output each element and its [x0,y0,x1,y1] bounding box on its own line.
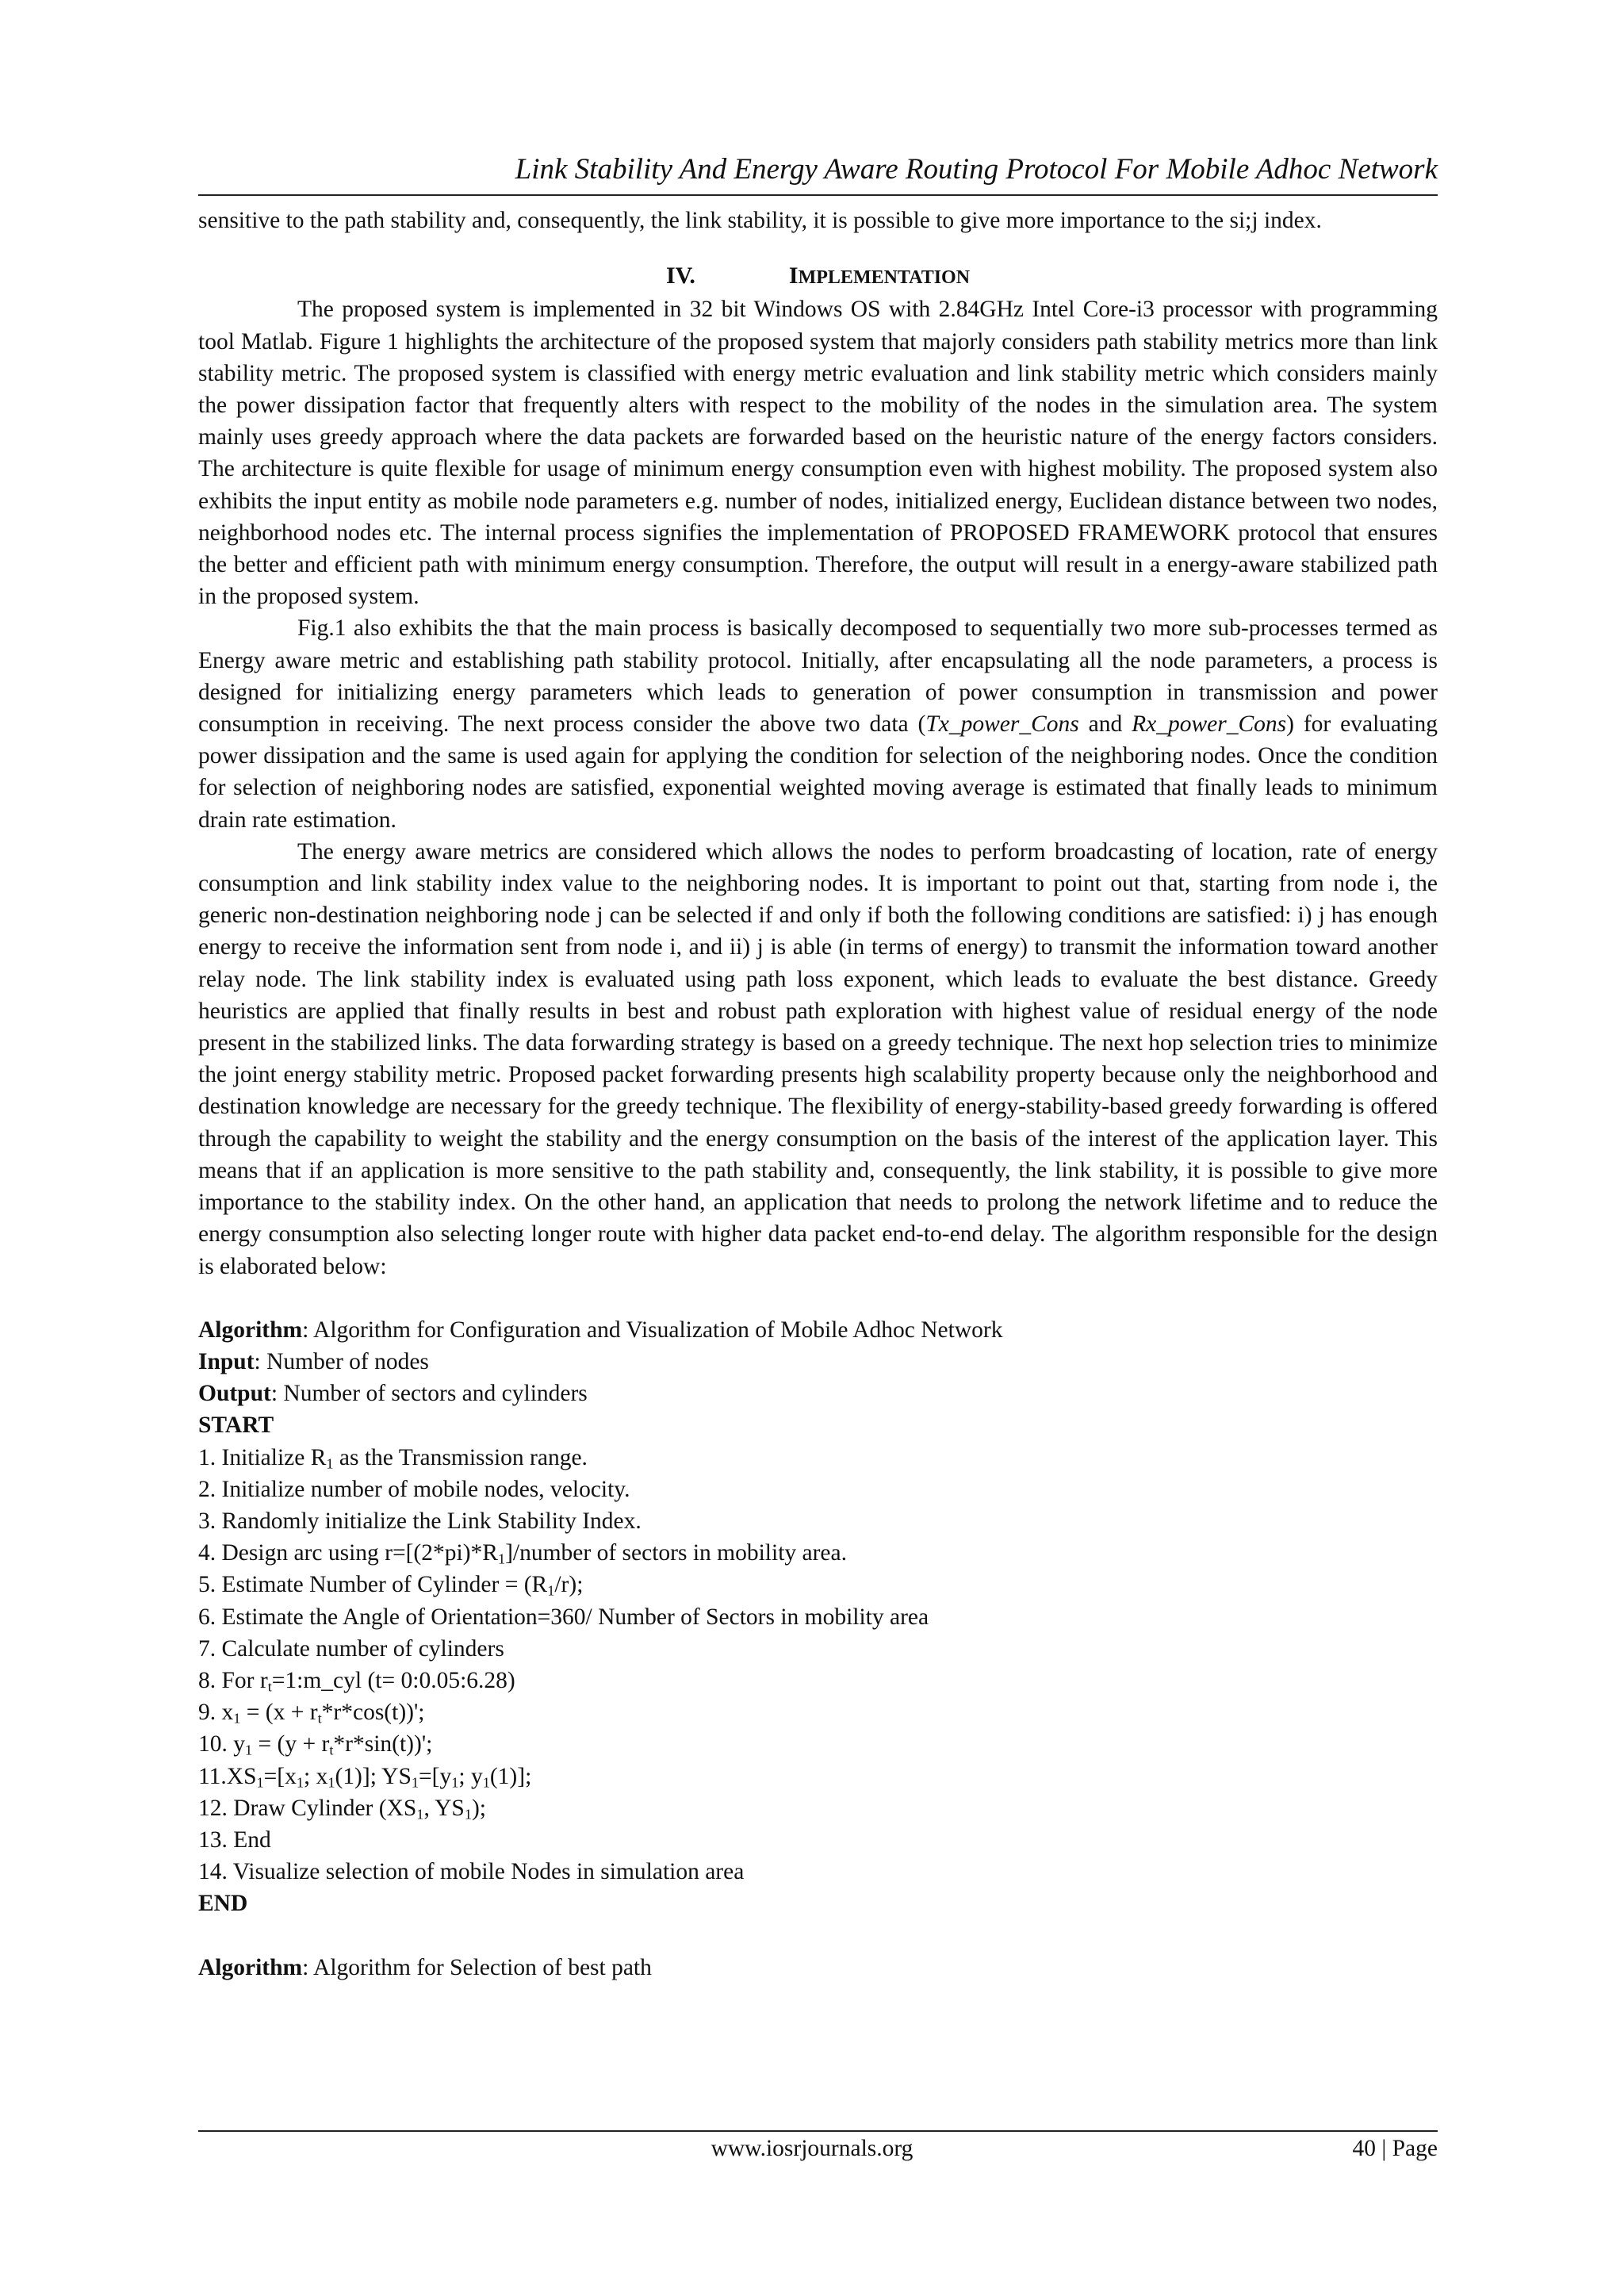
input-label: Input [198,1348,255,1374]
footer-page-number: 40 | Page [1352,2136,1438,2161]
footer-website: www.iosrjournals.org [710,2136,914,2161]
step-text: 1. Initialize R [198,1444,327,1470]
step-subscript: t [267,1678,272,1695]
section-heading [198,260,1438,293]
step-subscript: 1 [256,1774,264,1791]
algorithm-step-3: 3. Randomly initialize the Link Stability Index. [198,1508,642,1534]
algorithm2-label: Algorithm [198,1954,303,1980]
step-subscript: 1 [411,1774,419,1791]
algorithm-step-7: 7. Calculate number of cylinders [198,1635,504,1662]
step-text: *r*sin(t))'; [333,1731,433,1757]
algorithm-end [198,1888,1438,1919]
step-subscript: 1 [547,1582,555,1599]
step-text: 11.XS [198,1763,257,1789]
algorithm-step-13: 13. End [198,1826,271,1853]
step-text: *r*cos(t))'; [321,1700,425,1726]
step-subscript: 1 [464,1806,472,1823]
step-text: 10. y [198,1731,245,1757]
step-text: ; y [458,1763,483,1789]
algorithm-step-14: 14. Visualize selection of mobile Nodes in simulation area [198,1859,745,1885]
output-value: : Number of sectors and cylinders [270,1381,588,1407]
algorithm2-title-line [198,1952,1438,1984]
step-text: ; x [304,1763,328,1789]
algorithm-configuration [198,1314,1438,1920]
footer-rule [198,2130,1438,2132]
algorithm-step-1 [198,1442,1438,1474]
step-text: 12. Draw Cylinder (XS [198,1795,417,1821]
step-text: =1:m_cyl (t= 0:0.05:6.28) [271,1667,515,1693]
algorithm-input-line [198,1346,1438,1378]
step-text: /r); [554,1572,584,1598]
algorithm2-title: : Algorithm for Selection of best path [302,1954,652,1980]
algorithm-output-line [198,1378,1438,1409]
step-text: (1)]; YS [335,1763,412,1789]
algorithm-label: Algorithm [198,1317,303,1343]
section-title-initial: I [788,263,799,289]
algorithm-step-10 [198,1728,1438,1760]
algorithm-step-6: 6. Estimate the Angle of Orientation=360/ Number of Sectors in mobility area [198,1604,929,1630]
step-subscript: 1 [327,1774,335,1791]
step-text: 5. Estimate Number of Cylinder = (R [198,1572,548,1598]
tx-power-cons: Tx_power_Cons [925,711,1079,738]
algorithm-step-2: 2. Initialize number of mobile nodes, velocity. [198,1476,630,1502]
algorithm-step-12 [198,1792,1438,1824]
step-text: (1)]; [489,1763,532,1789]
step-text: 8. For r [198,1667,268,1693]
step-subscript: 1 [233,1710,241,1727]
body-text [198,205,1438,1984]
paragraph-energy-metrics: The energy aware metrics are considered which allows the nodes to perform broadcasting of location, rate of energy consumption and link stability index value to the neighboring nodes. It is important to point out that, starting from node i, the generic non-destination neighboring node j can be selected if and only if both the following conditions are satisfied: i) j has enough energy to receive the information sent from node i, and ii) j is able (in terms of energy) to transmit the information toward another relay node. The link stability index is evaluated using path loss exponent, which leads to evaluate the best distance. Greedy heuristics are applied that finally results in best and robust path exploration with highest value of residual energy of the node present in the stabilized links. The data forwarding strategy is based on a greedy technique. The next hop selection tries to minimize the joint energy stability metric. Proposed packet forwarding presents high scalability property because only the neighborhood and destination knowledge are necessary for the greedy technique. The flexibility of energy-stability-based greedy forwarding is offered through the capability to weight the stability and the energy consumption on the basis of the interest of the application layer. This means that if an application is more sensitive to the path stability and, consequently, the link stability, it is possible to give more importance to the stability index. On the other hand, an application that needs to prolong the network lifetime and to reduce the energy consumption also selecting longer route with higher data packet end-to-end delay. The algorithm responsible for the design is elaborated below: [198,838,1438,1279]
step-subscript: 1 [245,1742,253,1758]
start-keyword: START [198,1412,274,1439]
step-text: ]/number of sectors in mobility area. [505,1540,847,1566]
paragraph-fig1 [198,612,1438,835]
step-text: =[y [419,1763,452,1789]
algorithm-step-8 [198,1665,1438,1696]
algorithm-start [198,1409,1438,1441]
step-text: as the Transmission range. [333,1444,588,1470]
step-text: 9. x [198,1700,234,1726]
step-subscript: 1 [482,1774,490,1791]
step-text: = (x + r [240,1700,318,1726]
output-label: Output [198,1381,271,1407]
paragraph-implementation: The proposed system is implemented in 32 bit Windows OS with 2.84GHz Intel Core-i3 processor with programming tool Matlab. Figure 1 highlights the architecture of the proposed system that majorly considers path stability metrics more than link stability metric. The proposed system is classified with energy metric evaluation and link stability metric which considers mainly the power dissipation factor that frequently alters with respect to the mobility of the nodes in the simulation area. The system mainly uses greedy approach where the data packets are forwarded based on the heuristic nature of the energy factors considers. The architecture is quite flexible for usage of minimum energy consumption even with highest mobility. The proposed system also exhibits the input entity as mobile node parameters e.g. number of nodes, initialized energy, Euclidean distance between two nodes, neighborhood nodes etc. The internal process signifies the implementation of PROPOSED FRAMEWORK protocol that ensures the better and efficient path with minimum energy consumption. Therefore, the output will result in a energy-aware stabilized path in the proposed system. [198,297,1438,610]
step-text: = (y + r [252,1731,330,1757]
algorithm-step-4 [198,1537,1438,1569]
rx-power-cons: Rx_power_Cons [1132,711,1287,738]
input-value: : Number of nodes [254,1348,429,1374]
step-text: =[x [263,1763,297,1789]
step-subscript: 1 [296,1774,304,1791]
algorithm-step-9 [198,1696,1438,1728]
paragraph-fig1-and: and [1078,711,1132,738]
step-subscript: 1 [326,1455,334,1472]
end-keyword: END [198,1891,248,1917]
header-rule [198,194,1438,196]
step-subscript: t [317,1710,322,1727]
algorithm-title: : Algorithm for Configuration and Visualization of Mobile Adhoc Network [302,1317,1003,1343]
step-text: 4. Design arc using r=[(2*pi)*R [198,1540,498,1566]
running-header-title: Link Stability And Energy Aware Routing Protocol For Mobile Adhoc Network [515,153,1438,186]
algorithm-step-5 [198,1569,1438,1600]
step-subscript: 1 [416,1806,424,1823]
algorithm-step-11 [198,1761,1438,1792]
algorithm-title-line [198,1314,1438,1346]
paragraph-fig1-text-a: Fig.1 also exhibits the that the main process is basically decomposed to sequentially two more sub-processes termed as Energy aware metric and establishing path stability protocol. Initially, after encapsulating all the node parameters, a process is designed for initializing energy parameters which leads to generation of power consumption in transmission and power consumption in receiving. The next process consider the above two data ( [198,615,1438,738]
step-subscript: t [329,1742,334,1758]
step-subscript: 1 [497,1550,506,1567]
step-text: , YS [423,1795,465,1821]
step-text: ); [471,1795,486,1821]
paragraph-fig1-text-b: ) for evaluating power dissipation and the same is used again for applying the condition for selection of the neighboring nodes. Once the condition for selection of neighboring nodes are satisfied, exponential weighted moving average is estimated that finally leads to minimum drain rate estimation. [198,711,1438,833]
section-title-rest: MPLEMENTATION [798,267,971,289]
paragraph-continuation: sensitive to the path stability and, consequently, the link stability, it is possible to give more importance to the si;j index. [198,208,1322,233]
section-number: IV. [665,263,695,289]
step-subscript: 1 [451,1774,459,1791]
algorithm-best-path [198,1952,1438,1984]
